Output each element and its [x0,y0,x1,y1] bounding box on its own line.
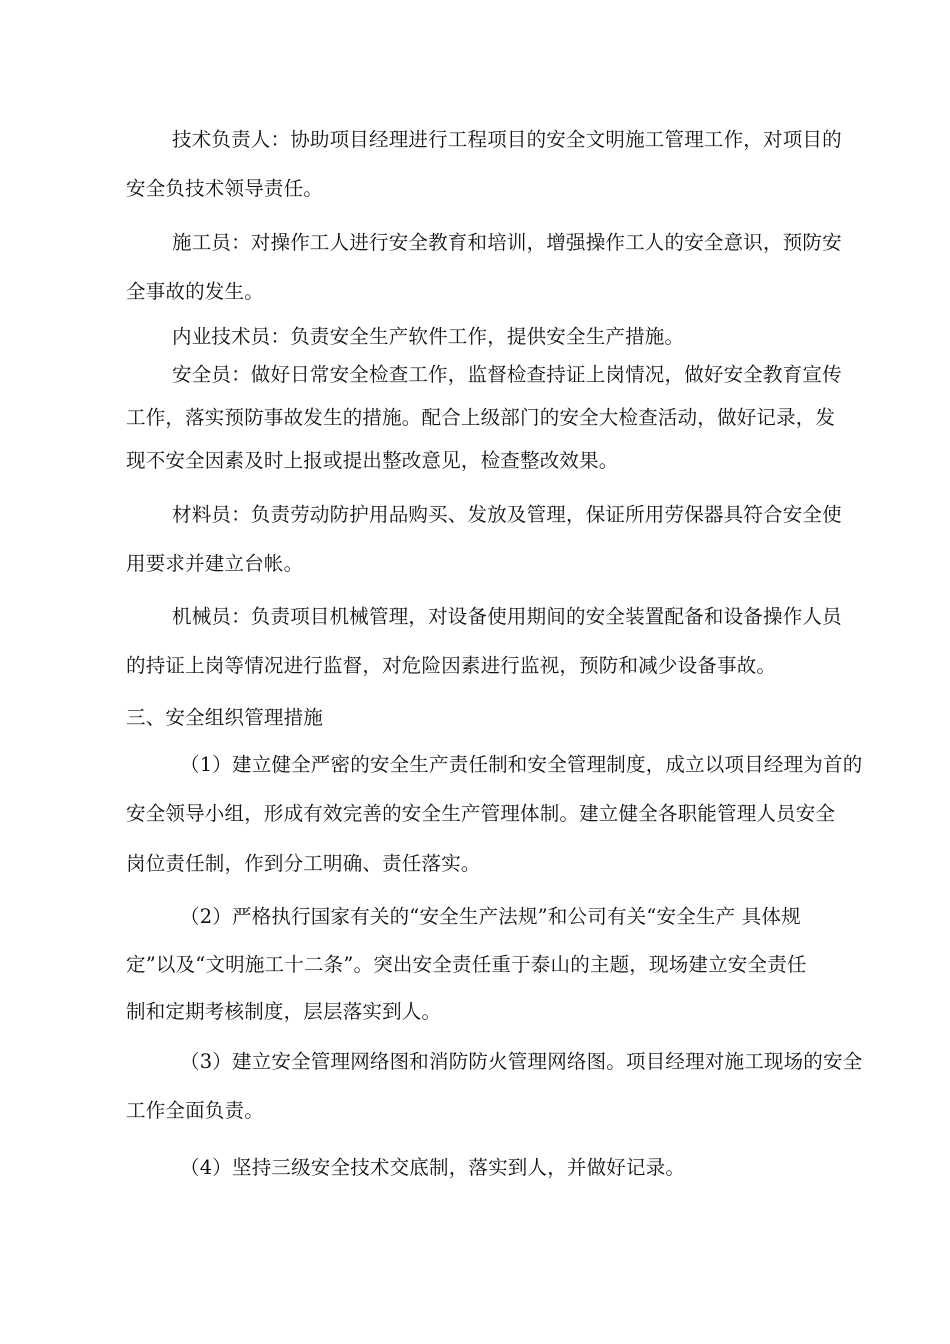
paragraph-safety-officer-line-3: 现不安全因素及时上报或提出整改意见，检查整改效果。 [126,449,619,472]
item-4-line-1: （4）坚持三级安全技术交底制，落实到人，并做好记录。 [180,1156,686,1179]
item-1-line-3: 岗位责任制，作到分工明确、责任落实。 [126,852,481,875]
paragraph-machinery-line-2: 的持证上岗等情况进行监督，对危险因素进行监视，预防和减少设备事故。 [126,654,777,677]
paragraph-constructor-line-2: 全事故的发生。 [126,280,264,303]
paragraph-tech-lead-line-1: 技术负责人：协助项目经理进行工程项目的安全文明施工管理工作，对项目的 [172,128,842,151]
paragraph-safety-officer-line-2: 工作，落实预防事故发生的措施。配合上级部门的安全大检查活动，做好记录，发 [126,406,836,429]
item-3-line-1: （3）建立安全管理网络图和消防防火管理网络图。项目经理对施工现场的安全 [180,1050,863,1073]
item-3-line-2: 工作全面负责。 [126,1099,264,1122]
paragraph-materials-line-1: 材料员：负责劳动防护用品购买、发放及管理，保证所用劳保器具符合安全使 [172,503,842,526]
paragraph-office-tech-line: 内业技术员：负责安全生产软件工作，提供安全生产措施。 [172,325,685,348]
item-1-line-2: 安全领导小组，形成有效完善的安全生产管理体制。建立健全各职能管理人员安全 [126,802,836,825]
paragraph-safety-officer-line-1: 安全员：做好日常安全检查工作，监督检查持证上岗情况，做好安全教育宣传 [172,363,842,386]
paragraph-materials-line-2: 用要求并建立台帐。 [126,552,304,575]
paragraph-constructor-line-1: 施工员：对操作工人进行安全教育和培训，增强操作工人的安全意识，预防安 [172,231,842,254]
paragraph-machinery-line-1: 机械员：负责项目机械管理，对设备使用期间的安全装置配备和设备操作人员 [172,605,842,628]
item-2-line-3: 制和定期考核制度，层层落实到人。 [126,1000,442,1023]
item-2-line-2: 定”以及“文明施工十二条”。突出安全责任重于泰山的主题，现场建立安全责任 [126,953,807,976]
section-heading: 三、安全组织管理措施 [126,706,324,729]
item-1-line-1: （1）建立健全严密的安全生产责任制和安全管理制度，成立以项目经理为首的 [180,753,863,776]
item-2-line-1: （2）严格执行国家有关的“安全生产法规”和公司有关“安全生产 具体规 [180,905,801,928]
paragraph-tech-lead-line-2: 安全负技术领导责任。 [126,177,324,200]
